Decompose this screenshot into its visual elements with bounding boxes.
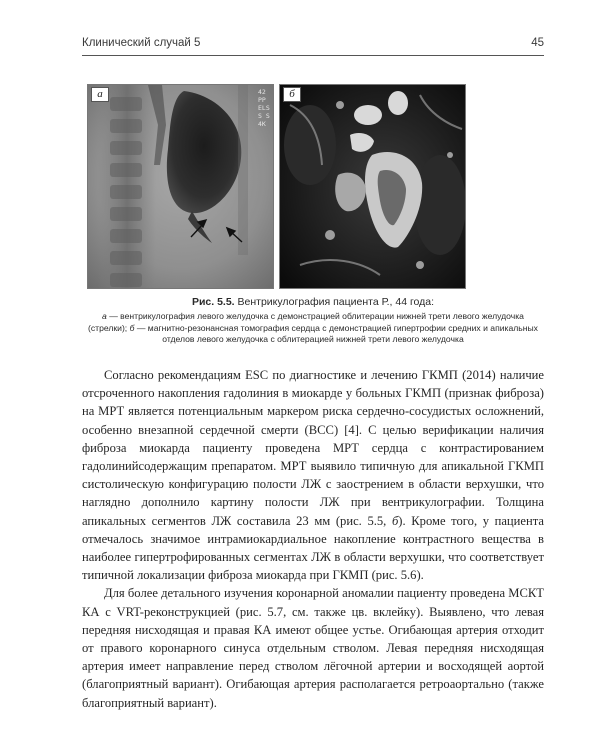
paragraph-italic: б xyxy=(391,513,399,528)
caption-title xyxy=(82,296,544,309)
paragraph xyxy=(82,366,544,584)
cardiac-mri-image xyxy=(280,85,466,289)
body-text xyxy=(82,366,544,712)
paragraph: Для более детального изучения коронарной аномалии пациенту проведена МСКТ КА с VRT-реконструкцией (рис. 5.7, см. также цв. вклейку). Выявлено, что левая передняя нисходящая и правая КА имеют общее устье. Огибающая артерия отходит от правого коронарного синуса отдельным стволом. Левая передняя нисходящая артерия имеет направление перед стволом лёгочной артерии и восходящей аортой (благоприятный вариант). Огибающая артерия располагается ретроаортально (также благоприятный вариант). xyxy=(82,586,544,710)
caption-part-a: — вентрикулография левого желудочка с демонстрацией облитерации нижней трети левого желудочка (стрелки); xyxy=(88,311,524,333)
overlay-text: S S xyxy=(258,112,270,120)
caption-part-b: — магнитно-резонансная томография сердца с демонстрацией гипертрофии средних и апикальных отделов левого желудочка с облитерацией нижней трети левого желудочка xyxy=(134,322,538,344)
figure-caption xyxy=(82,296,544,346)
chapter-title: Клинический случай 5 xyxy=(82,37,201,49)
figure-panel-b-mri xyxy=(279,84,466,289)
overlay-text: ELS xyxy=(258,104,270,112)
panel-b-label: б xyxy=(283,87,301,102)
overlay-text: РР xyxy=(258,96,266,104)
paragraph-text: ). Кроме того, у пациента отмечалось значимое интрамиокардиальное накопление контрастного вещества в наиболее гипертрофированных сегментах ЛЖ в области верхушки, что соответствует типичной локализации фиброза миокарда при ГКМП (рис. 5.6). xyxy=(82,513,544,583)
running-header xyxy=(82,37,544,55)
panel-a-label: а xyxy=(91,87,109,102)
caption-marker-a: а xyxy=(102,311,107,321)
caption-marker-b: б xyxy=(129,322,135,333)
caption-description xyxy=(82,311,544,346)
overlay-text: 4K xyxy=(258,120,266,128)
header-divider xyxy=(82,55,544,56)
ventriculography-image xyxy=(88,85,274,289)
caption-heading: Вентрикулография пациента Р., 44 года: xyxy=(237,296,435,308)
figure-panel-a-ventriculography xyxy=(87,84,274,289)
overlay-text: 42 xyxy=(258,88,266,96)
page-number: 45 xyxy=(531,37,544,49)
paragraph-text: Согласно рекомендациям ESC по диагностике и лечению ГКМП (2014) наличие отсроченного накопления гадолиния в миокарде у больных ГКМП (признак фиброза) на МРТ является потенциальным маркером риска сердечно-сосудистых осложнений, особенно внезапной сердечной смерти (ВСС) [4]. С целью верификации наличия фиброза миокарда пациенту проведена МРТ сердца с контрастированием гадолинийсодержащим препаратом. МРТ выявило типичную для апикальной ГКМП систолическую конфигурацию полости ЛЖ с заострением в области верхушки, что наглядно дополнило картину полости ЛЖ при вентрикулографии. Толщина апикальных сегментов ЛЖ составила 23 мм (рис. 5.5, xyxy=(82,368,544,528)
caption-figure-number: Рис. 5.5. xyxy=(191,296,235,308)
